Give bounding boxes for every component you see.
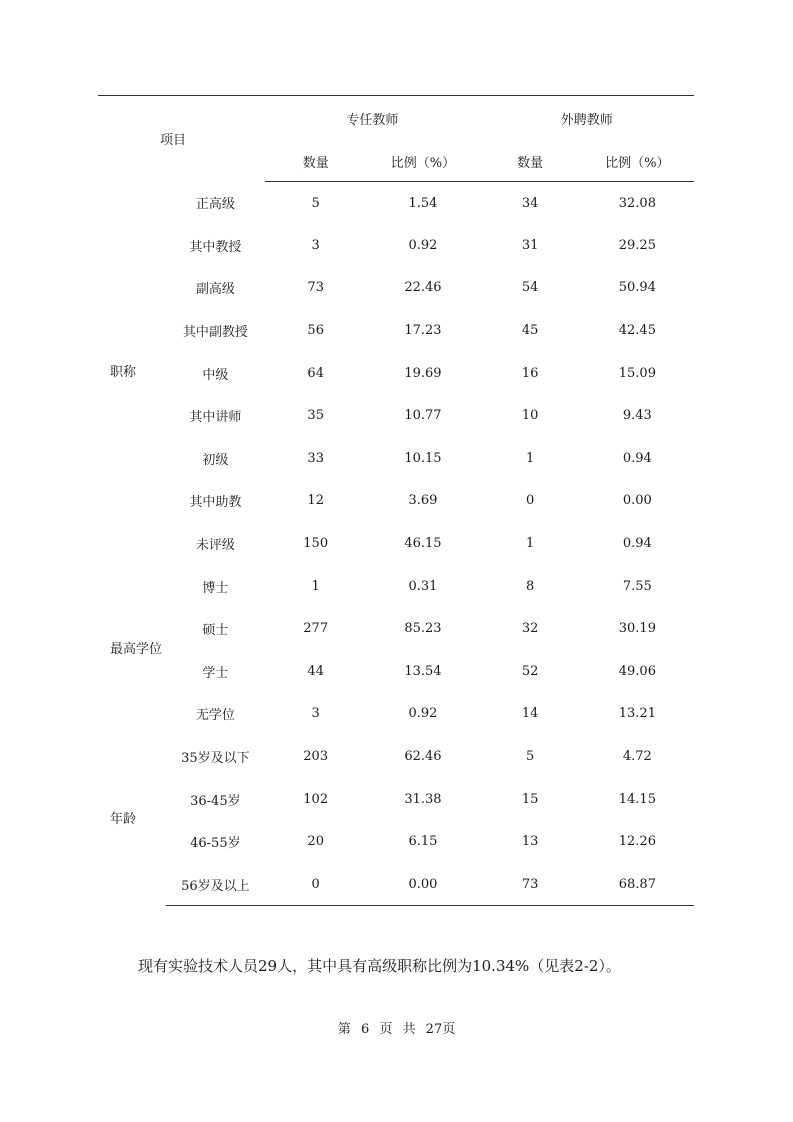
external-count: 34 [521, 195, 539, 211]
table-body [98, 182, 694, 906]
external-ratio: 13.21 [618, 706, 656, 722]
row-item: 副高级 [195, 282, 235, 298]
fulltime-count: 35 [307, 408, 324, 424]
category-label: 职称 [110, 365, 137, 381]
external-ratio: 12.26 [618, 834, 656, 850]
external-count: 52 [521, 663, 539, 679]
table-row [98, 267, 694, 310]
fulltime-ratio: 10.15 [404, 450, 442, 466]
external-count: 31 [521, 237, 539, 253]
table-row [98, 522, 694, 565]
row-item: 学士 [202, 665, 229, 681]
external-count: 45 [521, 323, 539, 339]
external-ratio: 0.94 [622, 450, 652, 466]
faculty-stats-table [98, 95, 694, 906]
row-item: 35岁及以下 [181, 751, 250, 767]
external-count: 5 [526, 749, 535, 765]
external-count: 54 [521, 280, 539, 296]
row-item: 其中副教授 [182, 325, 248, 341]
external-count: 13 [521, 834, 539, 850]
table-row [98, 480, 694, 523]
external-ratio: 68.87 [581, 863, 694, 906]
external-ratio: 29.25 [618, 237, 656, 253]
table-row [98, 735, 694, 778]
body-paragraph: 现有实验技术人员29人，其中具有高级职称比例为10.34%（见表2-2）。 [138, 957, 621, 975]
row-item: 46-55岁 [190, 836, 241, 852]
header-item: 项目 [98, 96, 265, 182]
fulltime-count: 33 [307, 450, 324, 466]
fulltime-ratio: 22.46 [404, 280, 442, 296]
fulltime-count: 44 [307, 663, 324, 679]
table-row [98, 693, 694, 736]
row-item: 无学位 [195, 708, 235, 724]
fulltime-ratio: 6.15 [408, 834, 438, 850]
row-item: 其中助教 [189, 495, 242, 511]
fulltime-count: 150 [303, 536, 329, 552]
fulltime-ratio: 0.31 [408, 578, 438, 594]
row-item: 36-45岁 [190, 793, 241, 809]
header-external: 外聘教师 [480, 96, 694, 142]
header-fulltime: 专任教师 [265, 96, 479, 142]
header-fulltime-ratio: 比例（%） [366, 142, 479, 182]
fulltime-count: 0 [265, 863, 366, 906]
external-count: 1 [526, 450, 535, 466]
table-row [98, 394, 694, 437]
fulltime-ratio: 13.54 [404, 663, 442, 679]
row-item: 中级 [202, 367, 229, 383]
fulltime-ratio: 10.77 [404, 408, 442, 424]
footer-page-number: 6 [360, 1022, 370, 1037]
fulltime-count: 5 [311, 195, 320, 211]
row-item: 其中教授 [189, 239, 242, 255]
fulltime-count: 20 [307, 834, 324, 850]
footer-total-pages: 27页 [425, 1022, 456, 1037]
header-external-count: 数量 [480, 142, 581, 182]
table-row [98, 437, 694, 480]
fulltime-count: 3 [311, 706, 320, 722]
external-count: 14 [521, 706, 539, 722]
table-row [98, 182, 694, 225]
fulltime-count: 12 [307, 493, 324, 509]
fulltime-ratio: 0.92 [408, 237, 438, 253]
footer-page-word: 页 [379, 1022, 393, 1037]
external-count: 15 [521, 791, 539, 807]
external-ratio: 7.55 [622, 578, 652, 594]
footer-total-word: 共 [402, 1022, 416, 1037]
table-row [98, 607, 694, 650]
fulltime-ratio: 0.92 [408, 706, 438, 722]
external-ratio: 42.45 [618, 323, 656, 339]
table-row [98, 820, 694, 863]
fulltime-ratio: 3.69 [408, 493, 438, 509]
external-ratio: 14.15 [618, 791, 656, 807]
category-label: 年龄 [110, 812, 137, 828]
table-row [98, 565, 694, 608]
external-ratio: 30.19 [618, 621, 656, 637]
table-header-row-1 [98, 96, 694, 142]
fulltime-ratio: 46.15 [404, 536, 442, 552]
fulltime-count: 64 [307, 365, 324, 381]
header-fulltime-count: 数量 [265, 142, 366, 182]
footer-prefix: 第 [337, 1022, 351, 1037]
external-ratio: 0.94 [622, 536, 652, 552]
fulltime-ratio: 31.38 [404, 791, 442, 807]
fulltime-count: 102 [303, 791, 329, 807]
external-count: 32 [521, 621, 539, 637]
external-count: 0 [526, 493, 535, 509]
row-item: 硕士 [202, 623, 229, 639]
row-item: 56岁及以上 [166, 863, 265, 906]
fulltime-ratio: 85.23 [404, 621, 442, 637]
table-row [98, 650, 694, 693]
fulltime-count: 1 [311, 578, 320, 594]
external-count: 73 [480, 863, 581, 906]
row-item: 博士 [202, 580, 229, 596]
table-row [98, 352, 694, 395]
external-ratio: 49.06 [618, 663, 656, 679]
fulltime-ratio: 62.46 [404, 749, 442, 765]
external-ratio: 50.94 [618, 280, 656, 296]
header-external-ratio: 比例（%） [581, 142, 694, 182]
fulltime-count: 56 [307, 323, 324, 339]
page-footer [0, 1018, 793, 1037]
fulltime-ratio: 19.69 [404, 365, 442, 381]
fulltime-count: 73 [307, 280, 324, 296]
fulltime-ratio: 17.23 [404, 323, 442, 339]
fulltime-count: 277 [303, 621, 329, 637]
external-count: 8 [526, 578, 535, 594]
external-count: 1 [526, 536, 535, 552]
fulltime-ratio: 1.54 [408, 195, 438, 211]
row-item: 初级 [202, 452, 229, 468]
table-row [98, 309, 694, 352]
table-row [98, 778, 694, 821]
external-count: 16 [521, 365, 539, 381]
row-item: 其中讲师 [189, 410, 242, 426]
external-count: 10 [521, 408, 539, 424]
external-ratio: 15.09 [618, 365, 656, 381]
table-row [98, 863, 694, 906]
fulltime-count: 3 [311, 237, 320, 253]
row-item: 正高级 [195, 197, 235, 213]
external-ratio: 4.72 [622, 749, 652, 765]
table-row [98, 224, 694, 267]
external-ratio: 9.43 [622, 408, 652, 424]
row-item: 未评级 [195, 538, 235, 554]
external-ratio: 32.08 [618, 195, 656, 211]
category-label: 最高学位 [110, 642, 163, 658]
fulltime-ratio: 0.00 [366, 863, 479, 906]
fulltime-count: 203 [303, 749, 329, 765]
external-ratio: 0.00 [622, 493, 652, 509]
